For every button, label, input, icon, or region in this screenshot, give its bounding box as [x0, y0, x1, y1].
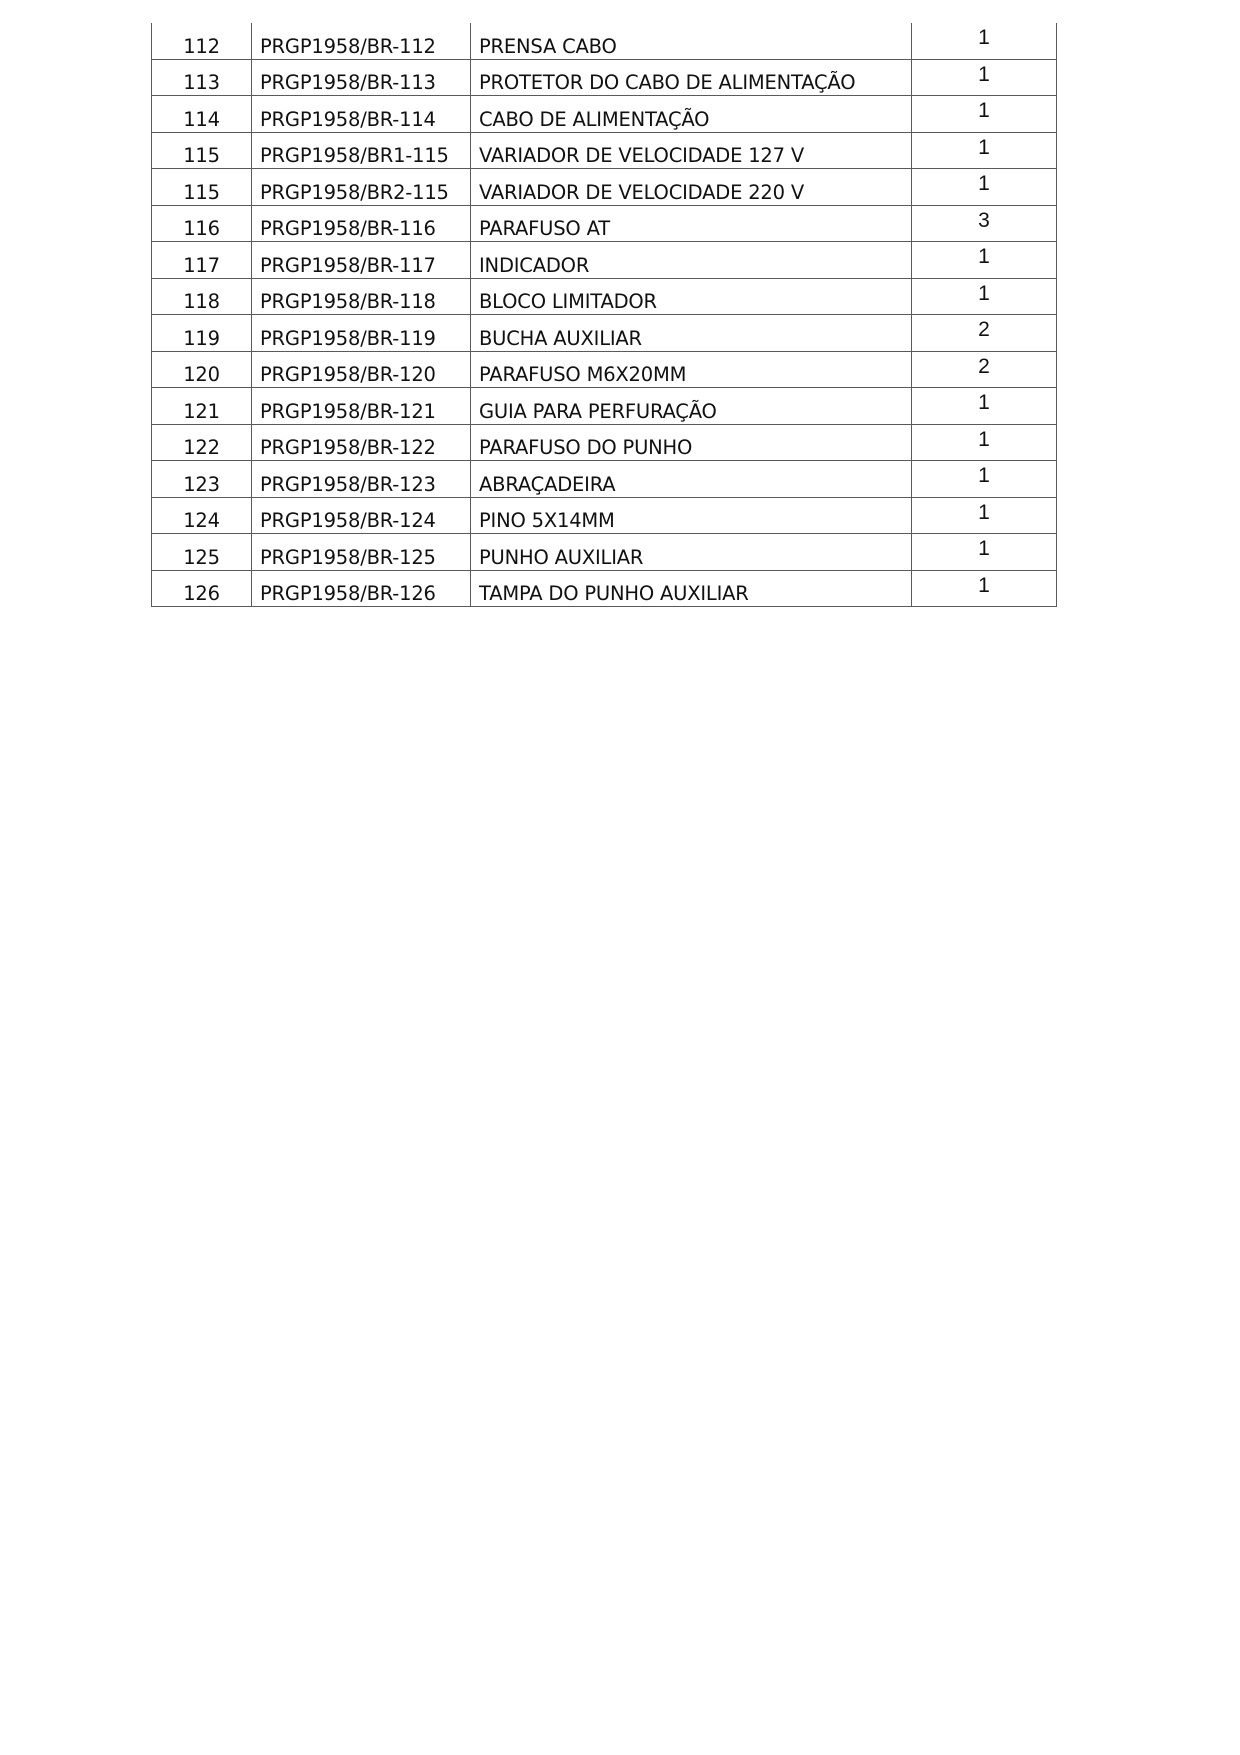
item-number-cell	[152, 205, 252, 242]
description-cell	[471, 570, 912, 607]
item-number-cell	[152, 23, 252, 59]
item-number: 125	[183, 545, 220, 569]
item-number-cell	[152, 497, 252, 534]
part-code: PRGP1958/BR-113	[260, 71, 436, 94]
table-row	[152, 461, 1057, 498]
table-row	[152, 59, 1057, 96]
part-quantity: 1	[978, 135, 990, 159]
part-code-cell	[252, 461, 471, 498]
part-code: PRGP1958/BR-117	[260, 253, 436, 277]
quantity-cell	[912, 23, 1057, 59]
item-number-cell	[152, 351, 252, 388]
description-cell	[471, 315, 912, 352]
part-description: GUIA PARA PERFURAÇÃO	[479, 399, 717, 423]
item-number-cell	[152, 96, 252, 133]
part-quantity: 1	[978, 464, 990, 487]
item-number-cell	[152, 424, 252, 461]
part-description: PRENSA CABO	[479, 34, 617, 58]
part-quantity: 2	[978, 318, 990, 341]
item-number-cell	[152, 242, 252, 279]
part-code: PRGP1958/BR-116	[260, 217, 436, 240]
description-cell	[471, 96, 912, 133]
part-code: PRGP1958/BR-119	[260, 326, 436, 350]
item-number: 113	[183, 71, 220, 94]
table-row	[152, 424, 1057, 461]
part-code: PRGP1958/BR-126	[260, 582, 436, 605]
quantity-cell	[912, 570, 1057, 607]
part-code: PRGP1958/BR1-115	[260, 144, 449, 167]
part-code: PRGP1958/BR-122	[260, 436, 436, 459]
item-number: 118	[183, 290, 220, 313]
part-quantity: 1	[978, 245, 990, 268]
part-code-cell	[252, 424, 471, 461]
part-quantity: 1	[978, 62, 990, 86]
table-row	[152, 315, 1057, 352]
part-code: PRGP1958/BR-112	[260, 34, 436, 58]
part-code-cell	[252, 534, 471, 571]
parts-table	[151, 23, 1057, 607]
description-cell	[471, 132, 912, 169]
table-row	[152, 23, 1057, 59]
item-number-cell	[152, 132, 252, 169]
item-number-cell	[152, 59, 252, 96]
description-cell	[471, 169, 912, 206]
part-quantity: 1	[978, 537, 990, 560]
part-code-cell	[252, 59, 471, 96]
part-code-cell	[252, 570, 471, 607]
item-number-cell	[152, 169, 252, 206]
parts-list-sheet	[151, 23, 1057, 607]
part-quantity: 1	[978, 172, 990, 195]
quantity-cell	[912, 315, 1057, 352]
part-description: TAMPA DO PUNHO AUXILIAR	[479, 582, 749, 605]
description-cell	[471, 497, 912, 534]
item-number-cell	[152, 278, 252, 315]
item-number: 112	[183, 34, 220, 58]
description-cell	[471, 59, 912, 96]
part-description: CABO DE ALIMENTAÇÃO	[479, 107, 710, 131]
quantity-cell	[912, 59, 1057, 96]
part-quantity: 1	[978, 391, 990, 414]
description-cell	[471, 351, 912, 388]
item-number-cell	[152, 388, 252, 425]
quantity-cell	[912, 278, 1057, 315]
part-description: VARIADOR DE VELOCIDADE 127 V	[479, 144, 804, 167]
part-code: PRGP1958/BR-114	[260, 107, 436, 131]
quantity-cell	[912, 205, 1057, 242]
part-description: BUCHA AUXILIAR	[479, 326, 642, 350]
item-number: 122	[183, 436, 220, 459]
description-cell	[471, 23, 912, 59]
table-row	[152, 570, 1057, 607]
part-description: VARIADOR DE VELOCIDADE 220 V	[479, 180, 804, 204]
part-description: ABRAÇADEIRA	[479, 472, 616, 496]
table-row	[152, 278, 1057, 315]
part-description: PARAFUSO DO PUNHO	[479, 436, 693, 459]
item-number-cell	[152, 461, 252, 498]
description-cell	[471, 461, 912, 498]
item-number: 120	[183, 363, 220, 386]
part-code-cell	[252, 388, 471, 425]
description-cell	[471, 205, 912, 242]
quantity-cell	[912, 497, 1057, 534]
part-code: PRGP1958/BR-120	[260, 363, 436, 386]
item-number-cell	[152, 570, 252, 607]
table-row	[152, 388, 1057, 425]
quantity-cell	[912, 242, 1057, 279]
description-cell	[471, 534, 912, 571]
part-description: PARAFUSO M6X20MM	[479, 363, 687, 386]
item-number: 121	[183, 399, 220, 423]
part-code-cell	[252, 23, 471, 59]
part-code-cell	[252, 132, 471, 169]
item-number: 117	[183, 253, 220, 277]
item-number: 115	[183, 144, 220, 167]
item-number-cell	[152, 315, 252, 352]
quantity-cell	[912, 132, 1057, 169]
table-row	[152, 534, 1057, 571]
description-cell	[471, 278, 912, 315]
table-row	[152, 132, 1057, 169]
quantity-cell	[912, 534, 1057, 571]
part-code-cell	[252, 315, 471, 352]
table-row	[152, 96, 1057, 133]
part-description: PUNHO AUXILIAR	[479, 545, 644, 569]
quantity-cell	[912, 96, 1057, 133]
part-code-cell	[252, 497, 471, 534]
part-quantity: 3	[978, 208, 990, 232]
part-quantity: 1	[978, 427, 990, 451]
part-code-cell	[252, 278, 471, 315]
part-quantity: 1	[978, 99, 990, 122]
part-quantity: 1	[978, 26, 990, 49]
table-row	[152, 242, 1057, 279]
part-quantity: 1	[978, 500, 990, 524]
table-row	[152, 351, 1057, 388]
part-code: PRGP1958/BR-125	[260, 545, 436, 569]
part-description: INDICADOR	[479, 253, 590, 277]
description-cell	[471, 388, 912, 425]
item-number: 115	[183, 180, 220, 204]
part-description: PARAFUSO AT	[479, 217, 610, 240]
description-cell	[471, 424, 912, 461]
part-code: PRGP1958/BR-124	[260, 509, 436, 532]
item-number: 126	[183, 582, 220, 605]
item-number: 114	[183, 107, 220, 131]
item-number: 119	[183, 326, 220, 350]
part-quantity: 2	[978, 354, 990, 378]
part-code: PRGP1958/BR-118	[260, 290, 436, 313]
part-description: BLOCO LIMITADOR	[479, 290, 657, 313]
part-quantity: 1	[978, 281, 990, 305]
item-number: 123	[183, 472, 220, 496]
part-description: PINO 5X14MM	[479, 509, 615, 532]
table-row	[152, 497, 1057, 534]
parts-table-body	[152, 23, 1057, 607]
part-code: PRGP1958/BR-123	[260, 472, 436, 496]
item-number: 116	[183, 217, 220, 240]
part-code-cell	[252, 351, 471, 388]
item-number: 124	[183, 509, 220, 532]
quantity-cell	[912, 351, 1057, 388]
item-number-cell	[152, 534, 252, 571]
part-code-cell	[252, 242, 471, 279]
part-code-cell	[252, 96, 471, 133]
part-quantity: 1	[978, 573, 990, 597]
table-row	[152, 169, 1057, 206]
part-code-cell	[252, 205, 471, 242]
description-cell	[471, 242, 912, 279]
part-code: PRGP1958/BR2-115	[260, 180, 449, 204]
quantity-cell	[912, 388, 1057, 425]
quantity-cell	[912, 169, 1057, 206]
quantity-cell	[912, 461, 1057, 498]
quantity-cell	[912, 424, 1057, 461]
part-code: PRGP1958/BR-121	[260, 399, 436, 423]
part-code-cell	[252, 169, 471, 206]
table-row	[152, 205, 1057, 242]
part-description: PROTETOR DO CABO DE ALIMENTAÇÃO	[479, 71, 856, 94]
